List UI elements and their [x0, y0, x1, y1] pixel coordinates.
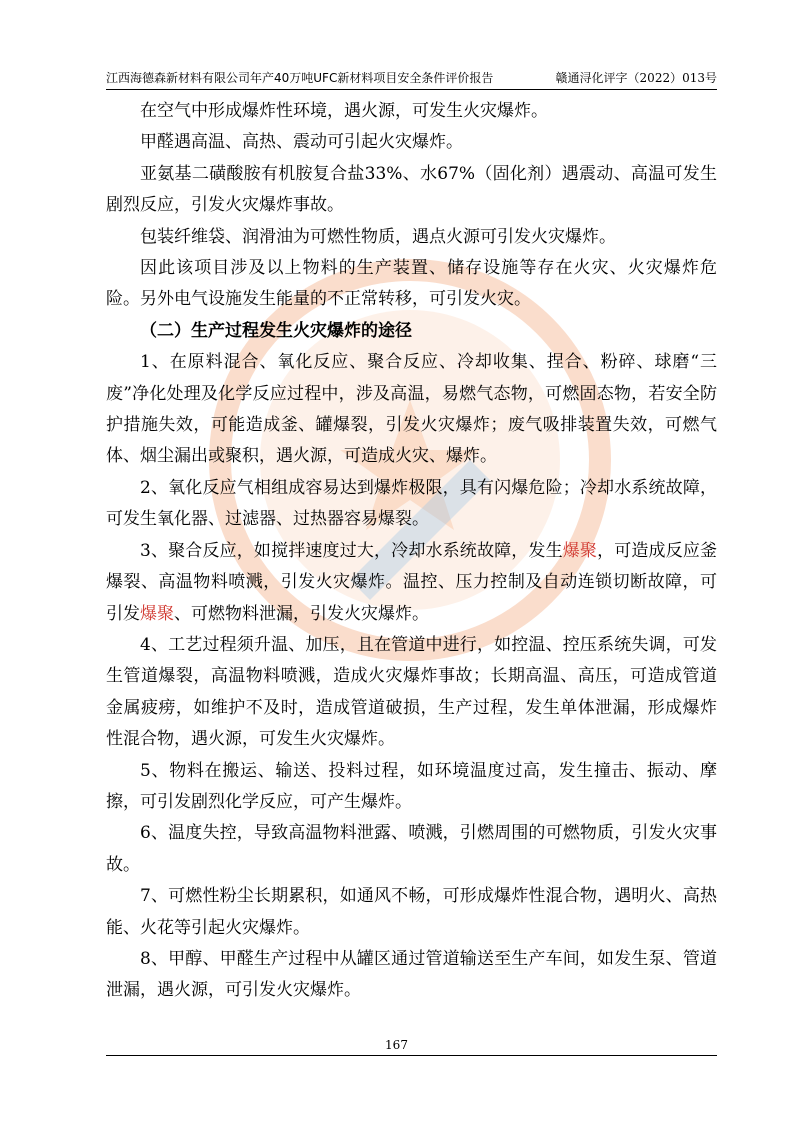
footer-divider: [106, 1055, 717, 1056]
section-heading: （二）生产过程发生火灾爆炸的途径: [140, 320, 412, 341]
document-body: [106, 96, 717, 1007]
item-3-part-c: ，可造成反应釜爆裂、高温物料喷溅，引发火灾爆炸。温控、压力控制及自动连锁切断故障，可引发: [106, 540, 718, 624]
highlight-term: 爆聚: [140, 603, 174, 624]
paragraph-0: 在空气中形成爆炸性环境，遇火源，可发生火灾爆炸。: [140, 101, 548, 121]
paragraph-item-6: 6、温度失控，导致高温物料泄露、喷溅，引燃周围的可燃物质，引发火灾事故。: [106, 823, 717, 875]
paragraph-item-4: 4、工艺过程须升温、加压，且在管道中进行，如控温、控压系统失调，可发生管道爆裂，高温物料喷溅，造成火灾爆炸事故；长期高温、高压，可造成管道金属疲痨，如维护不及时，造成管道破损，生产过程，发生单体泄漏，形成爆炸性混合物，遇火源，可发生火灾爆炸。: [106, 634, 717, 750]
page-number: 167: [385, 1038, 408, 1052]
paragraph-item-1: 1、在原料混合、氧化反应、聚合反应、冷却收集、捏合、粉碎、球磨“三废”净化处理及化学反应过程中，涉及高温，易燃气态物，可燃固态物，若安全防护措施失效，可能造成釜、罐爆裂，引发火灾爆炸；废气吸排装置失效，可燃气体、烟尘漏出或聚积，遇火源，可造成火灾、爆炸。: [106, 352, 717, 467]
paragraph-4: 因此该项目涉及以上物料的生产装置、储存设施等存在火灾、火灾爆炸危险。另外电气设施发生能量的不正常转移，可引发火灾。: [106, 258, 717, 310]
paragraph-2: 亚氨基二磺酸胺有机胺复合盐33%、水67%（固化剂）遇震动、高温可发生剧烈反应，引发火灾爆炸事故。: [106, 163, 717, 216]
paragraph-item-8: 8、甲醇、甲醛生产过程中从罐区通过管道输送至生产车间，如发生泵、管道泄漏，遇火源，可引发火灾爆炸。: [106, 948, 717, 1001]
item-3-part-a: 3、聚合反应，如搅拌速度过大，冷却水系统故障，发生: [140, 540, 563, 561]
paragraph-item-5: 5、物料在搬运、输送、投料过程，如环境温度过高，发生撞击、振动、摩擦，可引发剧烈化学反应，可产生爆炸。: [106, 760, 717, 812]
item-3-part-e: 、可燃物料泄漏，引发火灾爆炸。: [174, 603, 429, 624]
paragraph-item-7: 7、可燃性粉尘长期累积，如通风不畅，可形成爆炸性混合物，遇明火、高热能、火花等引起火灾爆炸。: [106, 886, 717, 938]
paragraph-item-2: 2、氧化反应气相组成容易达到爆炸极限，具有闪爆危险；冷却水系统故障，可发生氧化器、过滤器、过热器容易爆裂。: [106, 477, 717, 530]
paragraph-3: 包装纤维袋、润滑油为可燃性物质，遇点火源可引发火灾爆炸。: [140, 226, 616, 247]
page-header: [106, 66, 717, 90]
highlight-term: 爆聚: [562, 540, 598, 561]
header-report-number: 赣通浔化评字（2022）013号: [555, 71, 717, 85]
paragraph-item-3: [106, 536, 717, 630]
header-report-title: 江西海德森新材料有限公司年产40万吨UFC新材料项目安全条件评价报告: [106, 71, 494, 85]
paragraph-1: 甲醛遇高温、高热、震动可引起火灾爆炸。: [140, 132, 463, 153]
